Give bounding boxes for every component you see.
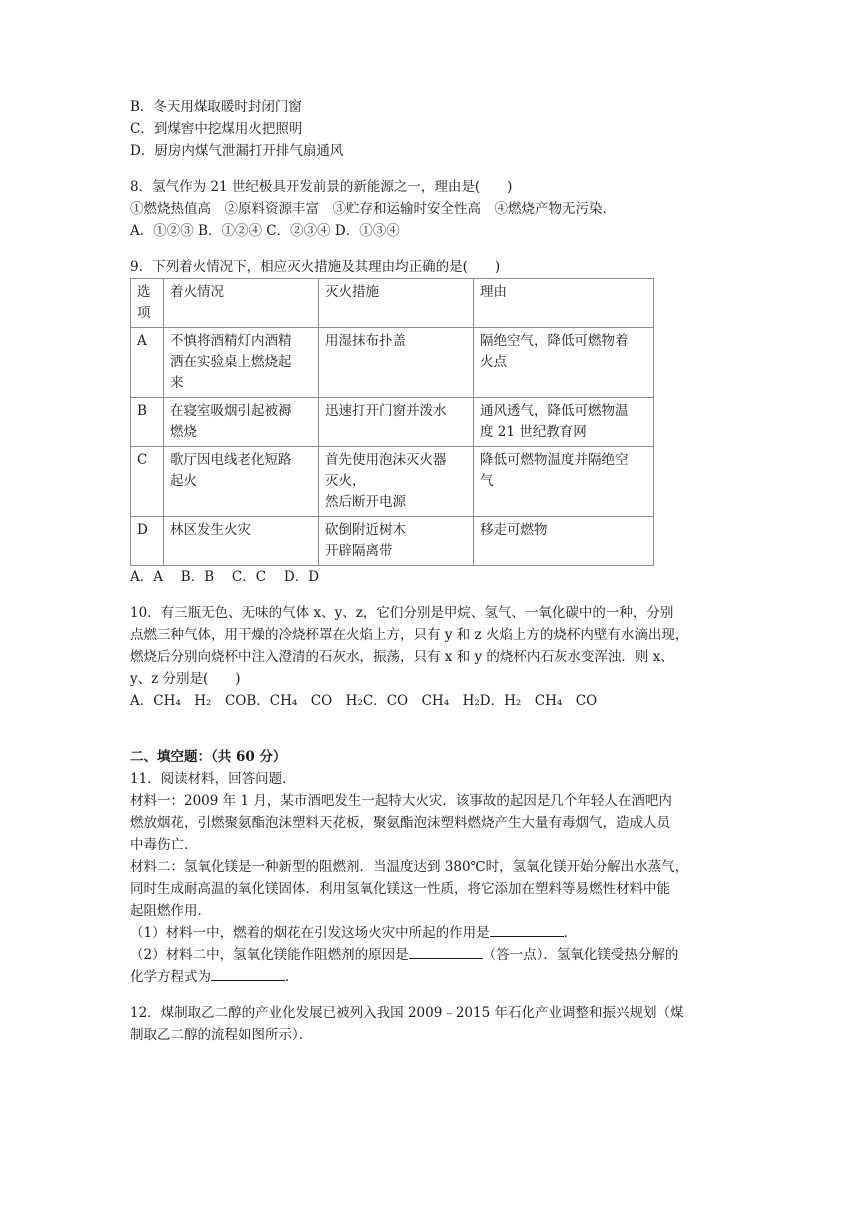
q7-option-c: C．到煤窖中挖煤用火把照明 bbox=[130, 121, 303, 137]
row-situation: 在寝室吸烟引起被褥 燃烧 bbox=[164, 398, 319, 447]
row-reason: 降低可燃物温度并隔绝空 气 bbox=[474, 447, 654, 517]
q8-choices: A．①②③ B．①②④ C．②③④ D．①③④ bbox=[130, 223, 400, 239]
q11-material1-line-2: 燃放烟花，引燃聚氨酯泡沫塑料天花板，聚氨酯泡沫塑料燃烧产生大量有毒烟气，造成人员 bbox=[130, 815, 670, 831]
row-measure: 迅速打开门窗并泼水 bbox=[319, 398, 474, 447]
row-measure: 首先使用泡沫灭火器 灭火， 然后断开电源 bbox=[319, 447, 474, 517]
header-measure: 灭火措施 bbox=[319, 279, 474, 328]
q8-stem: 8．氢气作为 21 世纪极具开发前景的新能源之一，理由是( ) bbox=[130, 179, 513, 195]
header-option: 选项 bbox=[131, 279, 164, 328]
row-option: A bbox=[131, 328, 164, 398]
header-reason: 理由 bbox=[474, 279, 654, 328]
section-title: 二、填空题：（共 60 分） bbox=[130, 749, 287, 765]
row-option: B bbox=[131, 398, 164, 447]
table-row bbox=[131, 328, 654, 398]
q11-material1-line-1: 材料一：2009 年 1 月，某市酒吧发生一起特大火灾．该事故的起因是几个年轻人在酒吧内 bbox=[130, 793, 672, 809]
row-measure: 用湿抹布扑盖 bbox=[319, 328, 474, 398]
row-measure: 砍倒附近树木 开辟隔离带 bbox=[319, 517, 474, 566]
exam-page bbox=[130, 96, 740, 1046]
row-reason: 通风透气，降低可燃物温 度 21 世纪教育网 bbox=[474, 398, 654, 447]
row-option: D bbox=[131, 517, 164, 566]
table-header-row bbox=[131, 279, 654, 328]
q7-option-b: B．冬天用煤取暖时封闭门窗 bbox=[130, 99, 302, 115]
q11-sub2: （2）材料二中，氢氧化镁能作阻燃剂的原因是 （答一点）．氢氧化镁受热分解的 bbox=[130, 944, 740, 966]
answer-blank[interactable] bbox=[490, 922, 564, 937]
q9-choices: A．A B．B C．C D．D bbox=[130, 569, 320, 585]
table-row bbox=[131, 447, 654, 517]
row-reason: 移走可燃物 bbox=[474, 517, 654, 566]
q7-option-d: D．厨房内煤气泄漏打开排气扇通风 bbox=[130, 143, 344, 159]
q11-material1-line-3: 中毒伤亡． bbox=[130, 837, 198, 853]
table-row bbox=[131, 398, 654, 447]
q10-line-4: y、z 分别是( ) bbox=[130, 671, 241, 687]
q11-material2-line-2: 同时生成耐高温的氧化镁固体．利用氢氧化镁这一性质，将它添加在塑料等易燃性材料中能 bbox=[130, 881, 670, 897]
q10-line-2: 点燃三种气体，用干燥的冷烧杯罩在火焰上方，只有 y 和 z 火焰上方的烧杯内壁有水滴出现， bbox=[130, 627, 689, 643]
row-option: C bbox=[131, 447, 164, 517]
q12-line-1: 12．煤制取乙二醇的产业化发展已被列入我国 2009﹣2015 年石化产业调整和振兴规划（煤 bbox=[130, 1005, 684, 1021]
row-situation: 不慎将酒精灯内酒精 洒在实验桌上燃烧起 来 bbox=[164, 328, 319, 398]
fire-table bbox=[130, 278, 654, 566]
answer-blank[interactable] bbox=[409, 944, 483, 959]
table-row bbox=[131, 517, 654, 566]
q11-sub2-line-2: 化学方程式为 ． bbox=[130, 966, 740, 988]
header-situation: 着火情况 bbox=[164, 279, 319, 328]
q10-line-1: 10．有三瓶无色、无味的气体 x、y、z，它们分别是甲烷、氢气、一氧化碳中的一种，分别 bbox=[130, 605, 674, 621]
q11-sub1: （1）材料一中，燃着的烟花在引发这场火灾中所起的作用是 ． bbox=[130, 922, 740, 944]
answer-blank[interactable] bbox=[211, 966, 285, 981]
q10-choices: A．CH₄ H₂ COB．CH₄ CO H₂C．CO CH₄ H₂D．H₂ CH₄ CO bbox=[130, 693, 598, 709]
q12-line-2: 制取乙二醇的流程如图所示）． bbox=[130, 1027, 313, 1043]
q10-line-3: 燃烧后分别向烧杯中注入澄清的石灰水，振荡，只有 x 和 y 的烧杯内石灰水变浑浊．则 x、 bbox=[130, 649, 674, 665]
row-reason: 隔绝空气，降低可燃物着 火点 bbox=[474, 328, 654, 398]
q11-material2-line-3: 起阻燃作用． bbox=[130, 903, 211, 919]
q11-material2-line-1: 材料二：氢氧化镁是一种新型的阻燃剂．当温度达到 380℃时，氢氧化镁开始分解出水蒸气， bbox=[130, 859, 689, 875]
q8-reasons: ①燃烧热值高 ②原料资源丰富 ③贮存和运输时安全性高 ④燃烧产物无污染． bbox=[130, 201, 616, 217]
q9-stem: 9．下列着火情况下，相应灭火措施及其理由均正确的是( ) bbox=[130, 259, 501, 275]
row-situation: 歌厅因电线老化短路 起火 bbox=[164, 447, 319, 517]
q11-stem: 11．阅读材料，回答问题． bbox=[130, 771, 296, 787]
row-situation: 林区发生火灾 bbox=[164, 517, 319, 566]
